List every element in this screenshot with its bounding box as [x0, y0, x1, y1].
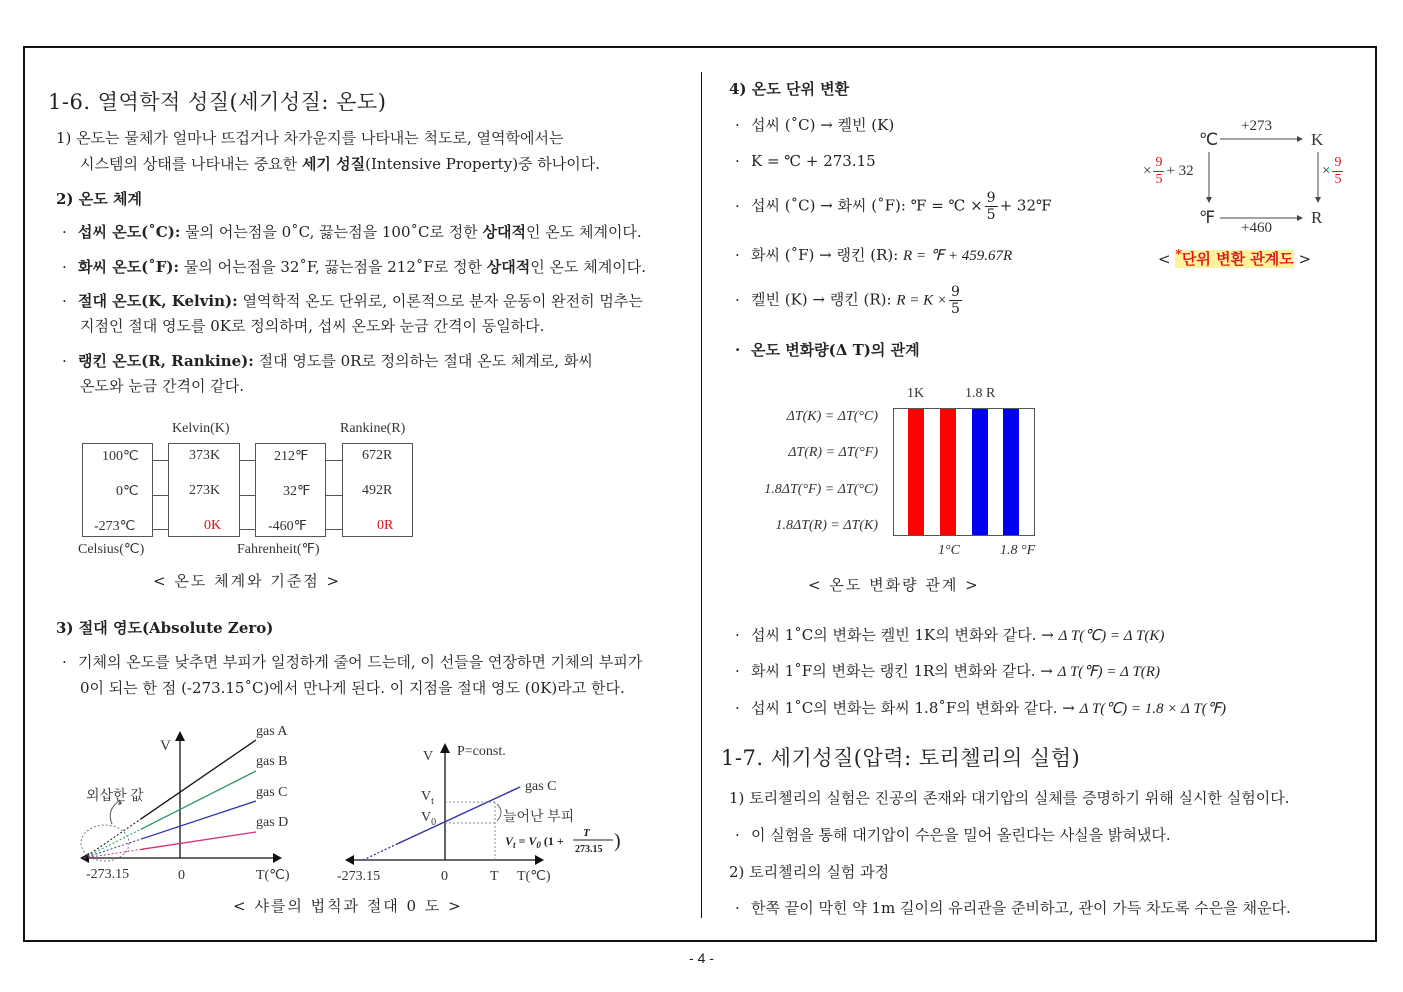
delta-eq-2: ΔT(R) = ΔT(°F): [788, 445, 878, 460]
x-axis-label: T(℃): [517, 869, 551, 884]
item1-line1: 1) 온도는 물체가 얼마나 뜨겁거나 차가운지를 나타내는 척도로, 열역학에서는: [56, 129, 564, 147]
times-sign: ×: [1143, 162, 1152, 179]
celsius-zero: -273℃: [94, 519, 136, 534]
bottom-label-1-8f: 1.8 °F: [1000, 543, 1036, 558]
delta-bar-frame: [893, 408, 1035, 536]
bullet-formula: Δ T(℃) = Δ T(K): [1058, 628, 1165, 644]
bullet-dot: ·: [735, 626, 740, 644]
conversion-k-to-r: [735, 284, 964, 317]
connector: [326, 460, 342, 461]
gas-c-line: [397, 787, 520, 844]
item3-heading: 3) 절대 영도(Absolute Zero): [56, 619, 274, 637]
volume-brace: [497, 804, 501, 821]
delta-bullet-3: [735, 696, 1226, 722]
fraction-denominator: 5: [951, 301, 960, 317]
times-sign: ×: [1322, 162, 1331, 179]
connector: [240, 495, 255, 496]
top-label-1k: 1K: [907, 386, 925, 401]
node-rankine: R: [1311, 208, 1323, 227]
bullet-celsius: [62, 220, 642, 245]
formula-text: + 32℉: [999, 196, 1052, 215]
section-title-1-6: 1-6. 열역학적 성질(세기성질: 온도): [48, 90, 387, 114]
label-rankine: Rankine(R): [340, 421, 406, 436]
bullet-text: 섭씨 1˚C의 변화는 켈빈 1K의 변화와 같다. →: [751, 626, 1054, 644]
delta-bullet-1: [735, 623, 1164, 649]
label-celsius: Celsius(℃): [78, 542, 145, 557]
item4-heading: 4) 온도 단위 변환: [729, 80, 850, 98]
conversion-c-to-f: [735, 190, 1052, 223]
node-celsius: ℃: [1199, 130, 1219, 149]
pressure-condition: P=const.: [457, 744, 506, 759]
y-tick-vt: $V_t$: [421, 789, 434, 807]
bullet-dot: ·: [735, 899, 740, 917]
arrowhead: [1315, 197, 1321, 203]
bullet-dot: ·: [735, 152, 740, 170]
plus-32: + 32: [1166, 162, 1194, 179]
bullet-title: 랭킨 온도(R, Rankine):: [78, 352, 254, 370]
fraction-numerator: 9: [1334, 155, 1342, 170]
delta-chart-caption: < 온도 변화량 관계 >: [808, 576, 980, 594]
fahrenheit-boiling: 212℉: [274, 449, 309, 464]
delta-heading-text: 온도 변화량(Δ T)의 관계: [751, 341, 920, 359]
bullet-dot: ·: [735, 196, 740, 215]
conversion-text: 화씨 (˚F) → 랭킨 (R):: [751, 246, 899, 264]
bullet-dot: ·: [735, 341, 741, 359]
formula-numerator: T: [583, 827, 590, 839]
bullet-text: 이 실험을 통해 대기압이 수은을 밀어 올린다는 사실을 밝혀냈다.: [751, 826, 1171, 844]
y-axis-arrow: [175, 731, 185, 741]
bullet-text-tail: 인 온도 체계이다.: [530, 258, 647, 276]
y-tick-v0: $V_0$: [421, 810, 437, 828]
star-mark: *: [1175, 246, 1182, 261]
bullet-dot: ·: [735, 290, 740, 309]
bullet-text: 물의 어는점을 32˚F, 끓는점을 212˚F로 정한: [179, 258, 487, 276]
bullet-dot: ·: [62, 292, 67, 310]
gas-c-extrapolation: [363, 844, 397, 860]
delta-bar-1c: [940, 409, 956, 535]
bullet-title: 섭씨 온도(˚C):: [78, 223, 181, 241]
delta-bar-1.8r: [972, 409, 988, 535]
celsius-boiling: 100℃: [102, 449, 139, 464]
torricelli-item1-bullet: [735, 823, 1171, 848]
fraction-numerator: 9: [1155, 155, 1163, 170]
conversion-text: 섭씨 (˚C) → 화씨 (˚F):: [751, 196, 906, 215]
bullet-text: 화씨 1˚F의 변화는 랭킨 1R의 변화와 같다. →: [751, 662, 1053, 680]
x-axis-label: T(℃): [256, 868, 290, 883]
celsius-freezing: 0℃: [116, 484, 139, 499]
fahrenheit-freezing: 32℉: [283, 484, 311, 499]
delta-eq-3: 1.8ΔT(°F) = ΔT(°C): [764, 482, 878, 497]
fraction-nine-fifths: [1153, 155, 1164, 188]
connector: [153, 460, 168, 461]
arrowhead: [1206, 197, 1212, 203]
x-tick-abs-zero: -273.15: [86, 867, 130, 882]
formula-text: K = ℃ + 273.15: [751, 152, 876, 170]
delta-bar-1k: [908, 409, 924, 535]
conversion-k-formula: [735, 149, 876, 174]
bullet-title: 화씨 온도(˚F):: [78, 258, 180, 276]
rankine-zero: 0R: [377, 518, 394, 533]
page-number: - 4 -: [689, 950, 714, 966]
bullet-text: 절대 영도를 0R로 정의하는 절대 온도 체계로, 화씨: [253, 352, 593, 370]
bullet-formula: Δ T(℉) = Δ T(R): [1057, 664, 1160, 680]
connector: [153, 529, 168, 530]
bullet-dot: ·: [62, 653, 67, 671]
charles-law-graph-multi: [70, 718, 320, 890]
arrowhead: [1297, 136, 1303, 142]
series-label-gas-b: gas B: [256, 754, 288, 769]
bullet-text: 물의 어는점을 0˚C, 끓는점을 100˚C로 정한: [180, 223, 483, 241]
fraction-denominator: 5: [1155, 172, 1163, 187]
charles-graph-caption: < 샤를의 법칙과 절대 0 도 >: [233, 897, 463, 915]
series-extrapolation-gas-a: [84, 819, 141, 858]
delta-bullet-2: [735, 659, 1160, 685]
bottom-label-1c: 1°C: [938, 543, 960, 558]
bullet-dot: ·: [62, 258, 67, 276]
x-tick-t: T: [490, 869, 499, 884]
unit-map-caption: [1158, 246, 1311, 269]
kelvin-zero: 0K: [204, 518, 222, 533]
delta-heading: [735, 338, 920, 363]
series-extrapolation-gas-c: [84, 839, 141, 858]
x-tick-zero: 0: [178, 868, 185, 883]
conversion-f-to-r: [735, 243, 1012, 269]
item3-bullet-line2: 0이 되는 한 점 (-273.15˚C)에서 만나게 된다. 이 지점을 절대 영도 (0K)라고 한다.: [80, 679, 625, 697]
bullet-text: 한쪽 끝이 막힌 약 1m 길이의 유리관을 준비하고, 관이 가득 차도록 수은을 채운다.: [751, 899, 1291, 917]
bullet-text: 열역학적 온도 단위로, 이론적으로 분자 운동이 완전히 멈추는: [237, 292, 643, 310]
connector: [326, 529, 342, 530]
torricelli-item1: 1) 토리첼리의 실험은 진공의 존재와 대기압의 실체를 증명하기 위해 실시한 실험이다.: [729, 789, 1290, 807]
formula-close-paren: ): [614, 830, 621, 852]
bullet-bold-term: 상대적: [482, 223, 526, 241]
series-label-gas-c: gas C: [525, 779, 557, 794]
torricelli-item2-bullet: [735, 896, 1291, 921]
bullet-dot: ·: [735, 699, 740, 717]
item1-line2: [80, 152, 600, 177]
fraction-denominator: 5: [1334, 172, 1342, 187]
y-axis-label: V: [423, 749, 434, 764]
fraction-numerator: 9: [951, 284, 960, 300]
edge-label-plus-460: +460: [1241, 220, 1272, 236]
charles-formula: $V_t = V_0$ (1 +: [505, 834, 564, 850]
fraction-nine-fifths: [985, 190, 998, 223]
bullet-dot: ·: [62, 352, 67, 370]
conversion-c-to-k: [735, 113, 894, 138]
arrowhead: [1297, 215, 1303, 221]
top-label-1-8r: 1.8 R: [965, 386, 996, 401]
edge-label-k-to-r: [1322, 155, 1345, 188]
caption-text: 단위 변환 관계도: [1181, 250, 1294, 268]
conversion-text: 켈빈 (K) → 랭킨 (R):: [751, 290, 892, 309]
column-divider: [701, 72, 702, 918]
bullet-bold-term: 상대적: [486, 258, 531, 276]
delta-eq-4: 1.8ΔT(R) = ΔT(K): [775, 518, 878, 533]
fraction-nine-fifths: [949, 284, 962, 317]
connector: [240, 460, 255, 461]
bullet-text: 섭씨 1˚C의 변화는 화씨 1.8˚F의 변화와 같다. →: [751, 699, 1075, 717]
item1-bold-term: 세기 성질: [301, 155, 366, 173]
series-line-gas-d: [141, 832, 256, 849]
edge-label-plus-273: +273: [1241, 118, 1272, 134]
caption-bracket: <: [1158, 250, 1176, 268]
formula-text: ℉ = ℃ ×: [910, 196, 983, 215]
rankine-freezing: 492R: [362, 483, 393, 498]
series-label-gas-a: gas A: [256, 724, 288, 739]
caption-highlight: [1175, 246, 1294, 268]
item1-line2-tail: (Intensive Property)중 하나이다.: [365, 155, 601, 173]
kelvin-boiling: 373K: [189, 448, 221, 463]
x-tick-abs-zero: -273.15: [337, 869, 381, 884]
scale-diagram-caption: < 온도 체계와 기준점 >: [153, 572, 342, 590]
fahrenheit-zero: -460℉: [268, 519, 307, 534]
rankine-boiling: 672R: [362, 448, 393, 463]
x-tick-zero: 0: [441, 869, 448, 884]
formula-text: R = ℉ + 459.67R: [903, 248, 1013, 264]
y-axis-arrow: [440, 743, 450, 753]
item2-heading: 2) 온도 체계: [56, 190, 142, 208]
section-title-1-7: 1-7. 세기성질(압력: 토리첼리의 실험): [721, 746, 1081, 770]
bullet-formula: Δ T(℃) = 1.8 × Δ T(℉): [1079, 701, 1226, 717]
delta-eq-1: ΔT(K) = ΔT(°C): [786, 409, 878, 424]
bullet-fahrenheit: [62, 255, 646, 280]
series-label-gas-c: gas C: [256, 785, 288, 800]
fraction-denominator: 5: [986, 207, 996, 223]
label-kelvin: Kelvin(K): [172, 421, 230, 436]
node-fahrenheit: ℉: [1199, 208, 1216, 227]
caption-bracket: >: [1293, 250, 1312, 268]
bullet-dot: ·: [735, 826, 740, 844]
formula-denominator: 273.15: [575, 844, 603, 855]
connector: [153, 495, 168, 496]
bullet-dot: ·: [735, 116, 740, 134]
y-axis-label: V: [160, 738, 171, 754]
edge-label-c-to-f: [1143, 155, 1194, 188]
torricelli-item2: 2) 토리첼리의 실험 과정: [729, 863, 890, 881]
bullet-kelvin: [62, 289, 643, 314]
x-axis-right-arrow: [535, 855, 544, 865]
node-kelvin: K: [1311, 130, 1324, 149]
bullet-rankine-line2: 온도와 눈금 간격이 같다.: [80, 377, 244, 395]
item1-line2-text: 시스템의 상태를 나타내는 중요한: [80, 155, 302, 173]
bullet-text-tail: 인 온도 체계이다.: [525, 223, 642, 241]
bullet-title: 절대 온도(K, Kelvin):: [78, 292, 238, 310]
extrapolation-label: 외삽한 값: [86, 789, 144, 804]
bullet-dot: ·: [735, 662, 740, 680]
kelvin-freezing: 273K: [189, 483, 221, 498]
bullet-dot: ·: [62, 223, 67, 241]
bullet-text: 기체의 온도를 낮추면 부피가 일정하게 줄어 드는데, 이 선들을 연장하면 기체의 부피가: [78, 653, 643, 671]
bullet-kelvin-line2: 지점인 절대 영도를 0K로 정의하며, 섭씨 온도와 눈금 간격이 동일하다.: [80, 317, 545, 335]
conversion-text: 섭씨 (˚C) → 켈빈 (K): [751, 116, 895, 134]
bullet-dot: ·: [735, 246, 740, 264]
series-label-gas-d: gas D: [256, 815, 289, 830]
x-axis-right-arrow: [273, 853, 282, 863]
expanded-volume-label: 늘어난 부피: [503, 810, 575, 825]
connector: [326, 495, 342, 496]
x-axis-left-arrow: [345, 855, 354, 865]
item3-bullet: [62, 650, 642, 675]
connector: [240, 529, 255, 530]
fraction-numerator: 9: [986, 190, 996, 206]
delta-bar-1.8f: [1003, 409, 1019, 535]
formula-text: R = K ×: [896, 292, 948, 309]
bullet-rankine: [62, 349, 593, 374]
fraction-nine-fifths: [1332, 155, 1343, 188]
charles-law-graph-single: [335, 735, 635, 890]
label-fahrenheit: Fahrenheit(℉): [237, 542, 320, 557]
